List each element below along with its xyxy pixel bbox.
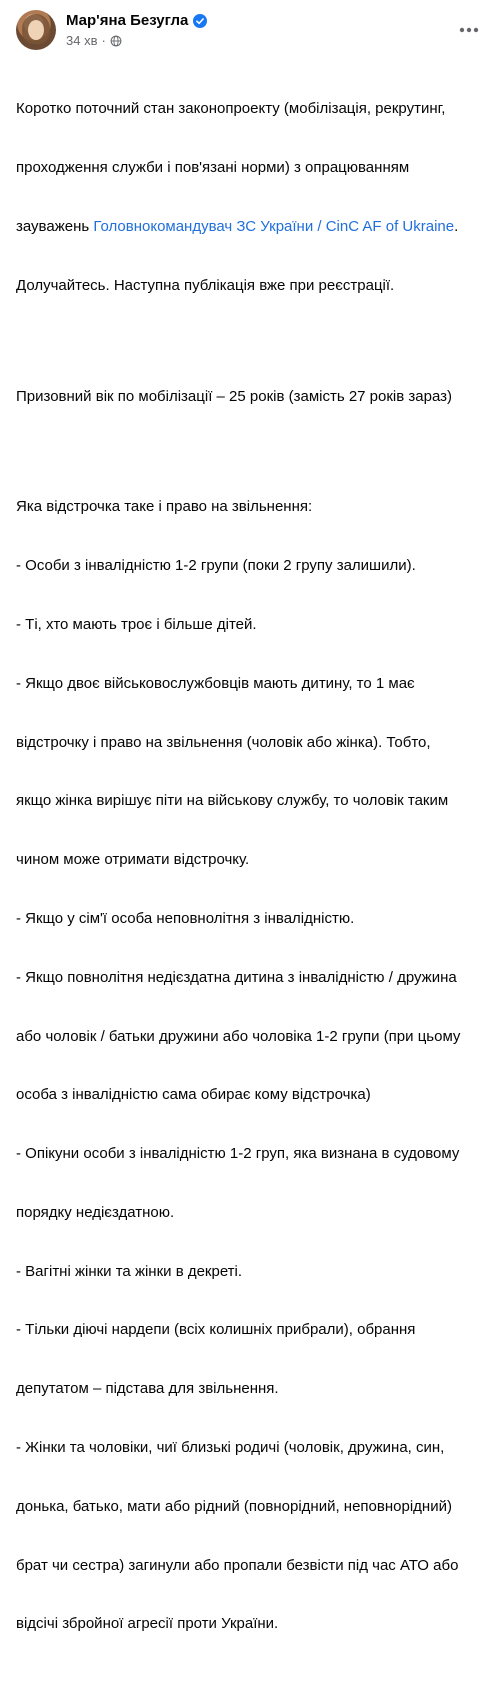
more-options-button[interactable] (457, 18, 481, 42)
deferral-line: - Якщо у сім'ї особа неповнолітня з інвалідністю. (16, 909, 355, 927)
deferral-line: брат чи сестра) загинули або пропали безвісти під час АТО або (16, 1556, 459, 1574)
deferral-line: - Ті, хто мають троє і більше дітей. (16, 616, 257, 634)
post-header (16, 10, 487, 54)
deferral-line: - Тільки діючі нардепи (всіх колишніх прибрали), обрання (16, 1321, 416, 1339)
meta-separator: · (101, 33, 106, 48)
globe-icon (110, 35, 122, 47)
deferral-line: відстрочку і право на звільнення (чоловік або жінка). Тобто, (16, 733, 431, 751)
deferral-line: депутатом – підстава для звільнення. (16, 1380, 279, 1398)
post-text (16, 60, 489, 1686)
deferral-line: - Особи з інвалідністю 1-2 групи (поки 2 групу залишили). (16, 557, 416, 575)
deferral-line: - Вагітні жінки та жінки в декреті. (16, 1262, 243, 1280)
deferral-line: - Якщо повнолітня недієздатна дитина з інвалідністю / дружина (16, 968, 457, 986)
age-paragraph (16, 347, 489, 445)
deferral-line: - Жінки та чоловіки, чиї близькі родичі (чоловік, дружина, син, (16, 1438, 445, 1456)
intro-line: Коротко поточний стан законопроекту (мобілізація, рекрутинг, (16, 100, 446, 118)
intro-line: Долучайтесь. Наступна публікація вже при реєстрації. (16, 276, 395, 294)
mention-link[interactable]: Головнокомандувач ЗС України / CinC AF of Ukraine (93, 217, 455, 235)
deferral-line: чином може отримати відстрочку. (16, 851, 250, 869)
deferral-line: Яка відстрочка таке і право на звільнення: (16, 498, 313, 516)
intro-paragraph (16, 60, 489, 334)
intro-line: проходження служби і пов'язані норми) з опрацюванням (16, 158, 410, 176)
deferral-paragraph (16, 458, 489, 1673)
post-time[interactable]: 34 хв (66, 33, 98, 48)
deferral-line: або чоловік / батьки дружини або чоловіка 1-2 групи (при цьому (16, 1027, 461, 1045)
deferral-line: донька, батько, мати або рідний (повнорідний, неповнорідний) (16, 1497, 452, 1515)
deferral-line: особа з інвалідністю сама обирає кому відстрочка) (16, 1086, 371, 1104)
intro-text: зауважень (16, 217, 94, 235)
deferral-line: порядку недієздатною. (16, 1203, 175, 1221)
author-name-row (66, 12, 207, 29)
more-dots-icon (459, 27, 479, 33)
deferral-line: - Опікуни особи з інвалідністю 1-2 груп, яка визнана в судовому (16, 1145, 460, 1163)
author-name[interactable]: Мар'яна Безугла (66, 12, 189, 29)
deferral-line: - Якщо двоє військовослужбовців мають дитину, то 1 має (16, 674, 415, 692)
verified-badge-icon (193, 14, 207, 28)
deferral-line: відсічі збройної агресії проти України. (16, 1615, 279, 1633)
deferral-line: якщо жінка вирішує піти на військову службу, то чоловік таким (16, 792, 449, 810)
intro-line (16, 217, 489, 237)
intro-text: . (454, 217, 459, 235)
post-meta (66, 33, 122, 48)
age-line: Призовний вік по мобілізації – 25 років (замість 27 років зараз) (16, 387, 453, 405)
author-avatar[interactable] (16, 10, 56, 50)
